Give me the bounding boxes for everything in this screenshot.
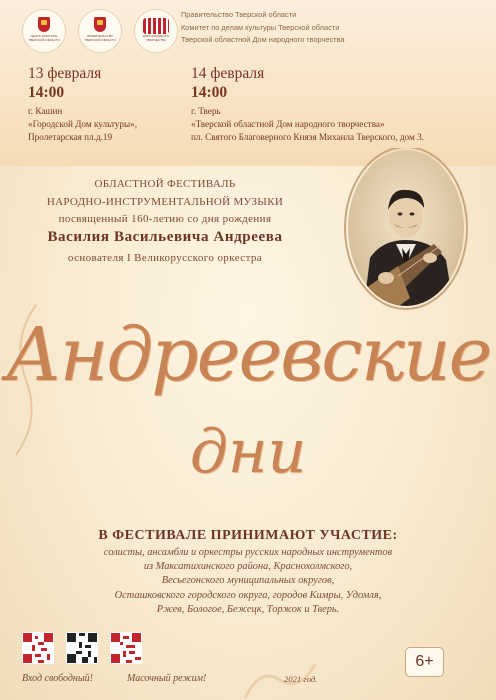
participants-line: Осташковского городского округа, городов Кимры, Удомля, xyxy=(114,589,382,601)
organizer-line: Тверской областной Дом народного творчества xyxy=(181,35,345,44)
tver-region-emblem-logo: ЦЕНТР КУЛЬТУРЫ ТВЕРСКОЙ ОБЛАСТИ xyxy=(22,9,66,53)
event-city: г. Кашин xyxy=(28,106,63,116)
event-time: 14:00 xyxy=(191,84,228,101)
folk-art-house-logo: ДОМ НАРОДНОГО ТВОРЧЕСТВА xyxy=(134,9,178,53)
honoree-description: основателя I Великорусского оркестра xyxy=(67,252,263,264)
festival-title-line-1: Андреевские xyxy=(5,312,491,398)
event-time: 14:00 xyxy=(28,84,65,101)
organizer-line: Правительство Тверской области xyxy=(181,10,297,19)
qr-code-2[interactable] xyxy=(66,632,98,664)
organizer-line: Комитет по делам культуры Тверской области xyxy=(181,22,340,32)
event-kashin xyxy=(28,64,137,143)
andreev-portrait-image xyxy=(342,148,470,322)
event-date: 13 февраля xyxy=(28,65,102,82)
organizers-list xyxy=(181,9,345,47)
participants-line: Ржев, Бологое, Бежецк, Торжок и Тверь. xyxy=(156,603,340,615)
logo-row xyxy=(22,9,178,53)
event-place xyxy=(28,105,137,143)
header-band xyxy=(0,0,496,166)
dedication-line: посвященный 160-летию со дня рождения xyxy=(58,213,272,225)
event-tver xyxy=(191,64,424,143)
event-venue: «Городской Дом культуры», xyxy=(28,118,138,129)
qr-code-1[interactable] xyxy=(22,632,54,664)
qr-code-row xyxy=(22,632,142,664)
festival-title-line-2: дни xyxy=(189,417,307,487)
event-place xyxy=(191,105,424,143)
year-label: 2021 год. xyxy=(284,674,318,684)
festival-genre-line: НАРОДНО-ИНСТРУМЕНТАЛЬНОЙ МУЗЫКИ xyxy=(46,196,284,208)
participants-line: солисты, ансамбли и оркестры русских народных инструментов xyxy=(103,547,393,558)
honoree-name: Василия Васильевича Андреева xyxy=(47,229,283,245)
mask-mode-note: Масочный режим! xyxy=(127,673,207,684)
event-address: Пролетарская пл.д.19 xyxy=(28,131,113,142)
age-rating-badge: 6+ xyxy=(405,647,444,677)
event-venue: «Тверской областной Дом народного творчества» xyxy=(191,118,385,129)
participants-heading: В ФЕСТИВАЛЕ ПРИНИМАЮТ УЧАСТИЕ: xyxy=(98,528,398,543)
participants-list xyxy=(0,546,496,617)
qr-code-3[interactable] xyxy=(110,632,142,664)
event-city: г. Тверь xyxy=(191,106,221,116)
culture-committee-logo: ПРАВИТЕЛЬСТВО ТВЕРСКОЙ ОБЛАСТИ xyxy=(78,9,122,53)
festival-type-line: ОБЛАСТНОЙ ФЕСТИВАЛЬ xyxy=(94,178,236,190)
participants-line: Весьегонского муниципальных округов, xyxy=(161,575,335,587)
free-entry-note: Вход свободный! xyxy=(22,673,93,684)
event-address: пл. Святого Благоверного Князя Михаила Тверского, дом 3. xyxy=(191,131,424,142)
event-date: 14 февраля xyxy=(191,65,265,82)
participants-line: из Максатихинского района, Краснохолмского, xyxy=(143,561,353,573)
